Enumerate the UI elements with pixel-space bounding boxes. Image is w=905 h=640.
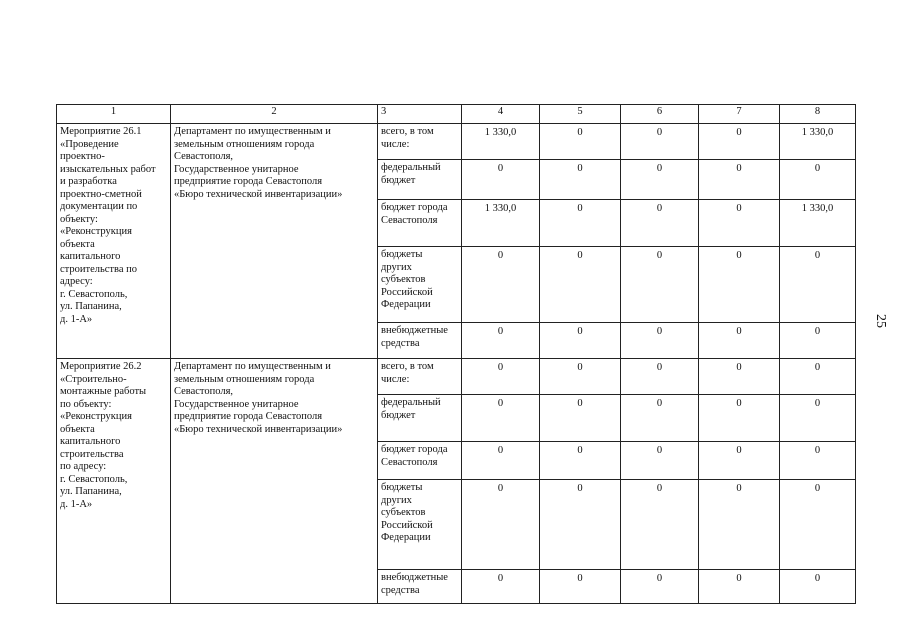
value-cell: 0 — [699, 480, 780, 570]
value-cell: 0 — [621, 124, 699, 160]
value-cell: 0 — [540, 442, 621, 480]
value-cell: 0 — [462, 160, 540, 200]
value-cell: 0 — [699, 323, 780, 359]
value-cell: 0 — [699, 124, 780, 160]
value-cell: 0 — [780, 570, 856, 604]
value-cell: 0 — [699, 570, 780, 604]
value-cell: 0 — [621, 480, 699, 570]
value-cell: 0 — [780, 442, 856, 480]
value-cell: 0 — [699, 200, 780, 247]
value-cell: 0 — [540, 160, 621, 200]
value-cell: 0 — [621, 247, 699, 323]
value-cell: 0 — [621, 359, 699, 395]
value-cell: 1 330,0 — [462, 200, 540, 247]
value-cell: 0 — [780, 480, 856, 570]
value-cell: 0 — [540, 323, 621, 359]
value-cell: 0 — [540, 570, 621, 604]
event-executor: Департамент по имущественным и земельным отношениям города Севастополя, Государственное унитарное предприятие города Севастополя «Бюро технической инвентаризации» — [171, 124, 378, 359]
event-name: Мероприятие 26.1 «Проведение проектно- изыскательных работ и разработка проектно-сметной документации по объекту: «Реконструкция объекта капитального строительства по адресу: г. Севастополь, ул. Папанина, д. 1-А» — [57, 124, 171, 359]
value-cell: 0 — [540, 480, 621, 570]
value-cell: 0 — [699, 160, 780, 200]
table-row — [57, 359, 856, 395]
header-cell-5: 5 — [540, 105, 621, 124]
header-cell-7: 7 — [699, 105, 780, 124]
value-cell: 0 — [780, 323, 856, 359]
page-number: 25 — [873, 314, 888, 328]
funding-source: бюджеты других субъектов Российской Федерации — [378, 247, 462, 323]
header-cell-4: 4 — [462, 105, 540, 124]
value-cell: 0 — [699, 359, 780, 395]
value-cell: 1 330,0 — [780, 124, 856, 160]
program-table — [56, 104, 856, 604]
value-cell: 0 — [699, 442, 780, 480]
value-cell: 0 — [462, 570, 540, 604]
value-cell: 0 — [621, 570, 699, 604]
value-cell: 0 — [462, 247, 540, 323]
funding-source: федеральный бюджет — [378, 160, 462, 200]
funding-source: внебюджетные средства — [378, 570, 462, 604]
value-cell: 0 — [462, 442, 540, 480]
value-cell: 0 — [540, 359, 621, 395]
value-cell: 0 — [621, 323, 699, 359]
funding-source: бюджет города Севастополя — [378, 442, 462, 480]
funding-source: бюджеты других субъектов Российской Федерации — [378, 480, 462, 570]
value-cell: 0 — [621, 395, 699, 442]
value-cell: 0 — [780, 359, 856, 395]
value-cell: 0 — [780, 160, 856, 200]
value-cell: 0 — [540, 200, 621, 247]
value-cell: 0 — [540, 395, 621, 442]
value-cell: 0 — [462, 480, 540, 570]
funding-source: всего, в том числе: — [378, 124, 462, 160]
funding-source: бюджет города Севастополя — [378, 200, 462, 247]
funding-source: внебюджетные средства — [378, 323, 462, 359]
event-name: Мероприятие 26.2 «Строительно- монтажные работы по объекту: «Реконструкция объекта капитального строительства по адресу: г. Севастополь, ул. Папанина, д. 1-А» — [57, 359, 171, 604]
value-cell: 0 — [540, 124, 621, 160]
value-cell: 0 — [462, 395, 540, 442]
value-cell: 0 — [699, 247, 780, 323]
header-cell-8: 8 — [780, 105, 856, 124]
value-cell: 0 — [540, 247, 621, 323]
value-cell: 1 330,0 — [780, 200, 856, 247]
value-cell: 0 — [462, 323, 540, 359]
header-row — [57, 105, 856, 124]
value-cell: 0 — [621, 442, 699, 480]
value-cell: 0 — [621, 200, 699, 247]
value-cell: 0 — [780, 247, 856, 323]
header-cell-3: 3 — [378, 105, 462, 124]
value-cell: 1 330,0 — [462, 124, 540, 160]
value-cell: 0 — [780, 395, 856, 442]
event-executor: Департамент по имущественным и земельным отношениям города Севастополя, Государственное унитарное предприятие города Севастополя «Бюро технической инвентаризации» — [171, 359, 378, 604]
value-cell: 0 — [621, 160, 699, 200]
funding-source: всего, в том числе: — [378, 359, 462, 395]
value-cell: 0 — [699, 395, 780, 442]
value-cell: 0 — [462, 359, 540, 395]
header-cell-6: 6 — [621, 105, 699, 124]
table-row — [57, 124, 856, 160]
header-cell-1: 1 — [57, 105, 171, 124]
funding-source: федеральный бюджет — [378, 395, 462, 442]
header-cell-2: 2 — [171, 105, 378, 124]
